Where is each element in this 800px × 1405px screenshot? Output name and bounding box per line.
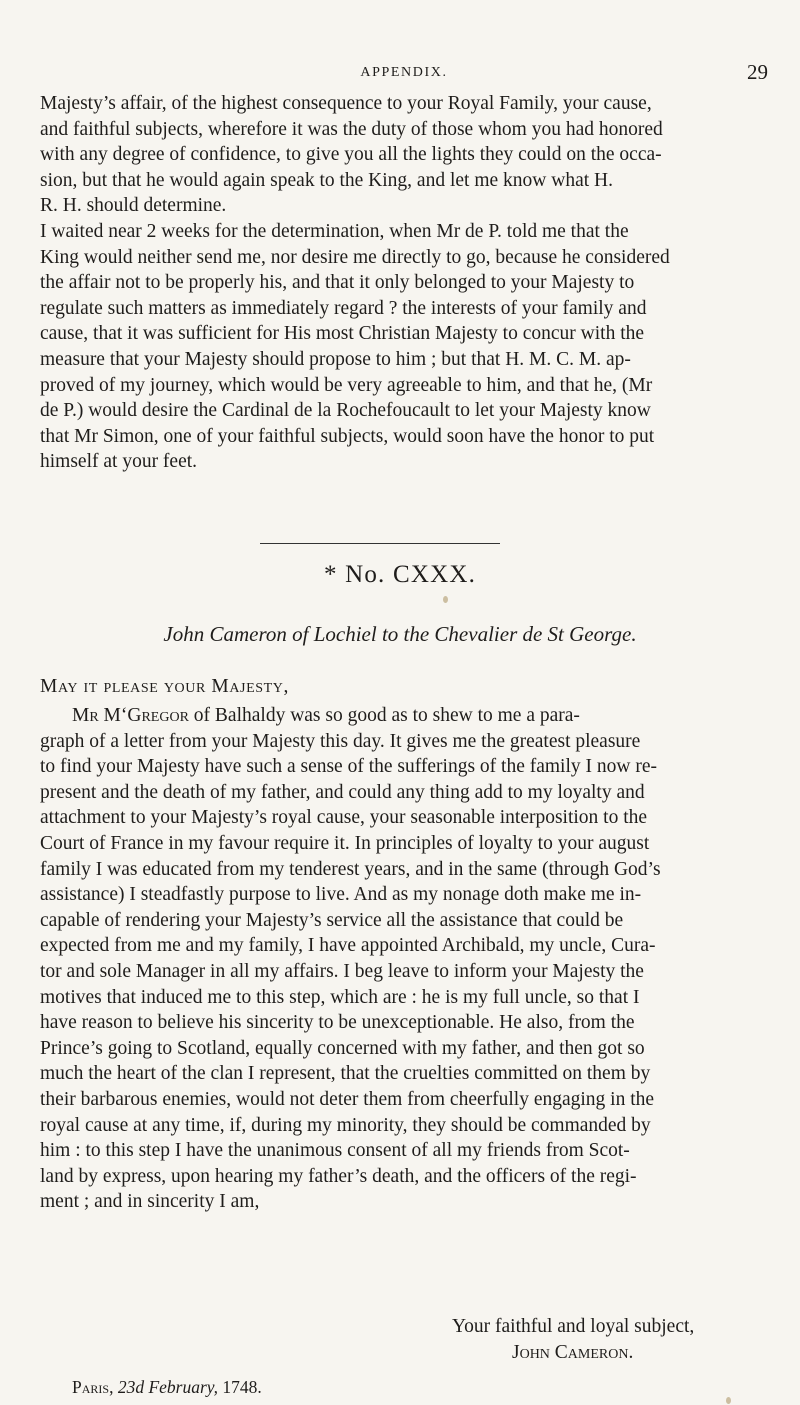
paragraph-line: have reason to believe his sincerity to be unexceptionable. He also, from the [40, 1012, 635, 1034]
paragraph-line: their barbarous enemies, would not deter them from cheerfully engaging in the [40, 1088, 655, 1110]
paragraph-line: that Mr Simon, one of your faithful subjects, would soon have the honor to put [40, 425, 655, 447]
paragraph-line: him : to this step I have the unanimous consent of all my friends from Scot- [40, 1140, 630, 1162]
paragraph-line: King would neither send me, nor desire me directly to go, because he considered [40, 246, 670, 268]
paper-blemish [726, 1397, 731, 1404]
paragraph-line: measure that your Majesty should propose to him ; but that H. M. C. M. ap- [40, 348, 631, 370]
running-title: APPENDIX. [360, 65, 448, 80]
paragraph-line: sion, but that he would again speak to the King, and let me know what H. [40, 169, 613, 191]
page-number: 29 [747, 60, 768, 84]
paragraph-line: and faithful subjects, wherefore it was the duty of those whom you had honored [40, 118, 663, 140]
paragraph-line: proved of my journey, which would be very agreeable to him, and that he, (Mr [40, 374, 653, 396]
paragraph-line: attachment to your Majesty’s royal cause, your seasonable interposition to the [40, 807, 648, 829]
paragraph-line: assistance) I steadfastly purpose to live. And as my nonage doth make me in- [40, 884, 642, 906]
paragraph-line: tor and sole Manager in all my affairs. I beg leave to inform your Majesty the [40, 960, 644, 982]
paragraph-line: family I was educated from my tenderest years, and in the same (through God’s [40, 858, 661, 880]
paragraph-line: graph of a letter from your Majesty this day. It gives me the greatest pleasure [40, 730, 641, 752]
paragraph-line: to find your Majesty have such a sense of the sufferings of the family I now re- [40, 756, 657, 778]
place-date [72, 1377, 262, 1398]
signature: John Cameron. [512, 1342, 634, 1363]
continued-paragraph [40, 91, 768, 219]
addressee-name: Mr M‘Gregor [72, 705, 189, 726]
place: Paris, [72, 1377, 114, 1397]
paragraph-line: capable of rendering your Majesty’s service all the assistance that could be [40, 909, 624, 931]
salutation: May it please your Majesty, [40, 676, 289, 697]
paragraph-line: Majesty’s affair, of the highest consequence to your Royal Family, your cause, [40, 93, 652, 114]
paragraph-line: de P.) would desire the Cardinal de la Rochefoucault to let your Majesty know [40, 400, 651, 422]
section-divider [260, 543, 500, 544]
paragraph-line: regulate such matters as immediately regard ? the interests of your family and [40, 297, 647, 319]
second-paragraph [40, 219, 768, 475]
paragraph-line: himself at your feet. [40, 451, 198, 473]
paragraph-line: the affair not to be properly his, and that it only belonged to your Majesty to [40, 272, 635, 294]
first-line-text: of Balhaldy was so good as to shew to me a para- [188, 705, 580, 726]
paragraph-line: present and the death of my father, and could any thing add to my loyalty and [40, 781, 645, 803]
paragraph-line: royal cause at any time, if, during my minority, they should be commanded by [40, 1114, 651, 1136]
document-number: * No. CXXX. [323, 561, 477, 588]
paragraph-line: with any degree of confidence, to give you all the lights they could on the occa- [40, 144, 662, 166]
paragraph-line: motives that induced me to this step, which are : he is my full uncle, so that I [40, 986, 640, 1008]
paragraph-line: cause, that it was sufficient for His most Christian Majesty to concur with the [40, 323, 645, 345]
paragraph-line: expected from me and my family, I have appointed Archibald, my uncle, Cura- [40, 935, 656, 957]
letter-first-line [40, 703, 768, 729]
paper-blemish [443, 596, 448, 603]
letter-body [40, 703, 768, 1215]
paragraph-line: Prince’s going to Scotland, equally concerned with my father, and then got so [40, 1037, 645, 1059]
paragraph-line: land by express, upon hearing my father’s death, and the officers of the regi- [40, 1165, 637, 1187]
document-title: John Cameron of Lochiel to the Chevalier de St George. [163, 622, 637, 646]
paragraph-line: Court of France in my favour require it. In principles of loyalty to your august [40, 832, 650, 854]
paragraph-line: I waited near 2 weeks for the determination, when Mr de P. told me that the [40, 221, 629, 242]
date: 23d February, [117, 1377, 218, 1397]
paragraph-line: ment ; and in sincerity I am, [40, 1191, 260, 1213]
running-head [40, 60, 768, 85]
paragraph-line: R. H. should determine. [40, 195, 227, 217]
paragraph-line: much the heart of the clan I represent, that the cruelties committed on them by [40, 1063, 651, 1085]
year: 1748. [222, 1377, 262, 1397]
closing-line: Your faithful and loyal subject, [452, 1316, 695, 1337]
